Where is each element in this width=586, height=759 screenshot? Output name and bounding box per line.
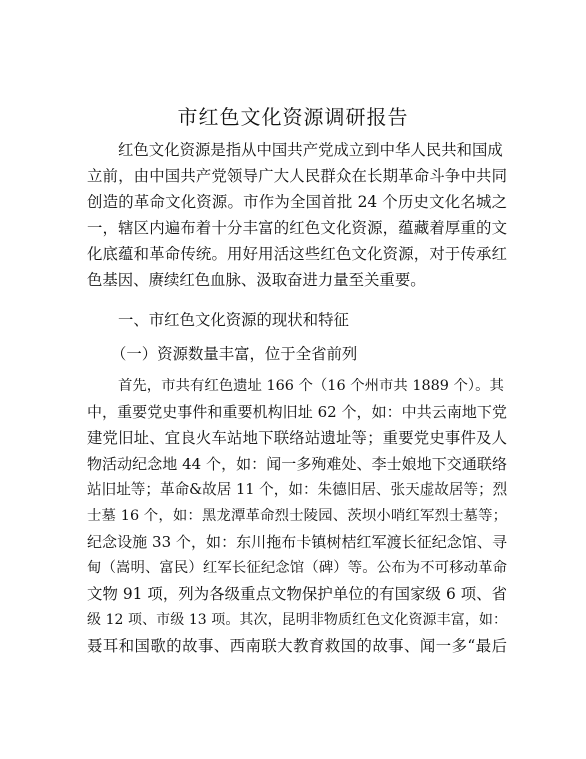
- subsection-heading: （一）资源数量丰富，位于全省前列: [111, 345, 358, 363]
- paragraph-1-line-6: 色基因、赓续红色血脉、汲取奋进力量至关重要。: [87, 271, 426, 289]
- paragraph-2-line-7: 纪念设施 33 个，如：东川拖布卡镇树桔红军渡长征纪念馆、寻: [87, 533, 507, 551]
- paragraph-2-line-11: 聂耳和国歌的故事、西南联大教育救国的故事、闻一多“最后: [87, 637, 507, 655]
- paragraph-2-line-6: 士墓 16 个，如：黑龙潭革命烈士陵园、茨坝小哨红军烈士墓等；: [87, 508, 507, 524]
- paragraph-1-line-4: 一，辖区内遍布着十分丰富的红色文化资源，蕴藏着厚重的文: [87, 219, 507, 237]
- paragraph-2-line-8: 甸（嵩明、富民）红军长征纪念馆（碑）等。公布为不可移动革命: [87, 560, 507, 576]
- paragraph-1-line-1: 红色文化资源是指从中国共产党成立到中华人民共和国成: [118, 141, 503, 159]
- paragraph-2-line-9: 文物 91 项，列为各级重点文物保护单位的有国家级 6 项、省: [87, 585, 507, 603]
- paragraph-2-line-10: 级 12 项、市级 13 项。其次，昆明非物质红色文化资源丰富，如：: [87, 612, 507, 628]
- paragraph-2-line-2: 中，重要党史事件和重要机构旧址 62 个，如：中共云南地下党: [87, 403, 507, 421]
- paragraph-2-line-3: 建党旧址、宜良火车站地下联络站遗址等；重要党史事件及人: [87, 429, 507, 447]
- paragraph-2-line-5: 站旧址等；革命&故居 11 个，如：朱德旧居、张天虚故居等；烈: [87, 481, 508, 498]
- paragraph-1-line-2: 立前，由中国共产党领导广大人民群众在长期革命斗争中共同: [87, 167, 507, 185]
- paragraph-1-line-3: 创造的革命文化资源。市作为全国首批 24 个历史文化名城之: [87, 193, 507, 211]
- section-heading: 一、市红色文化资源的现状和特征: [118, 311, 349, 329]
- paragraph-2-line-4: 物活动纪念地 44 个，如：闻一多殉难处、李士娘地下交通联络: [87, 455, 507, 473]
- paragraph-2-line-1: 首先，市共有红色遗址 166 个（16 个州市共 1889 个）。其: [118, 378, 504, 394]
- document-title: 市红色文化资源调研报告: [177, 105, 409, 129]
- paragraph-1-line-5: 化底蕴和革命传统。用好用活这些红色文化资源，对于传承红: [87, 245, 507, 263]
